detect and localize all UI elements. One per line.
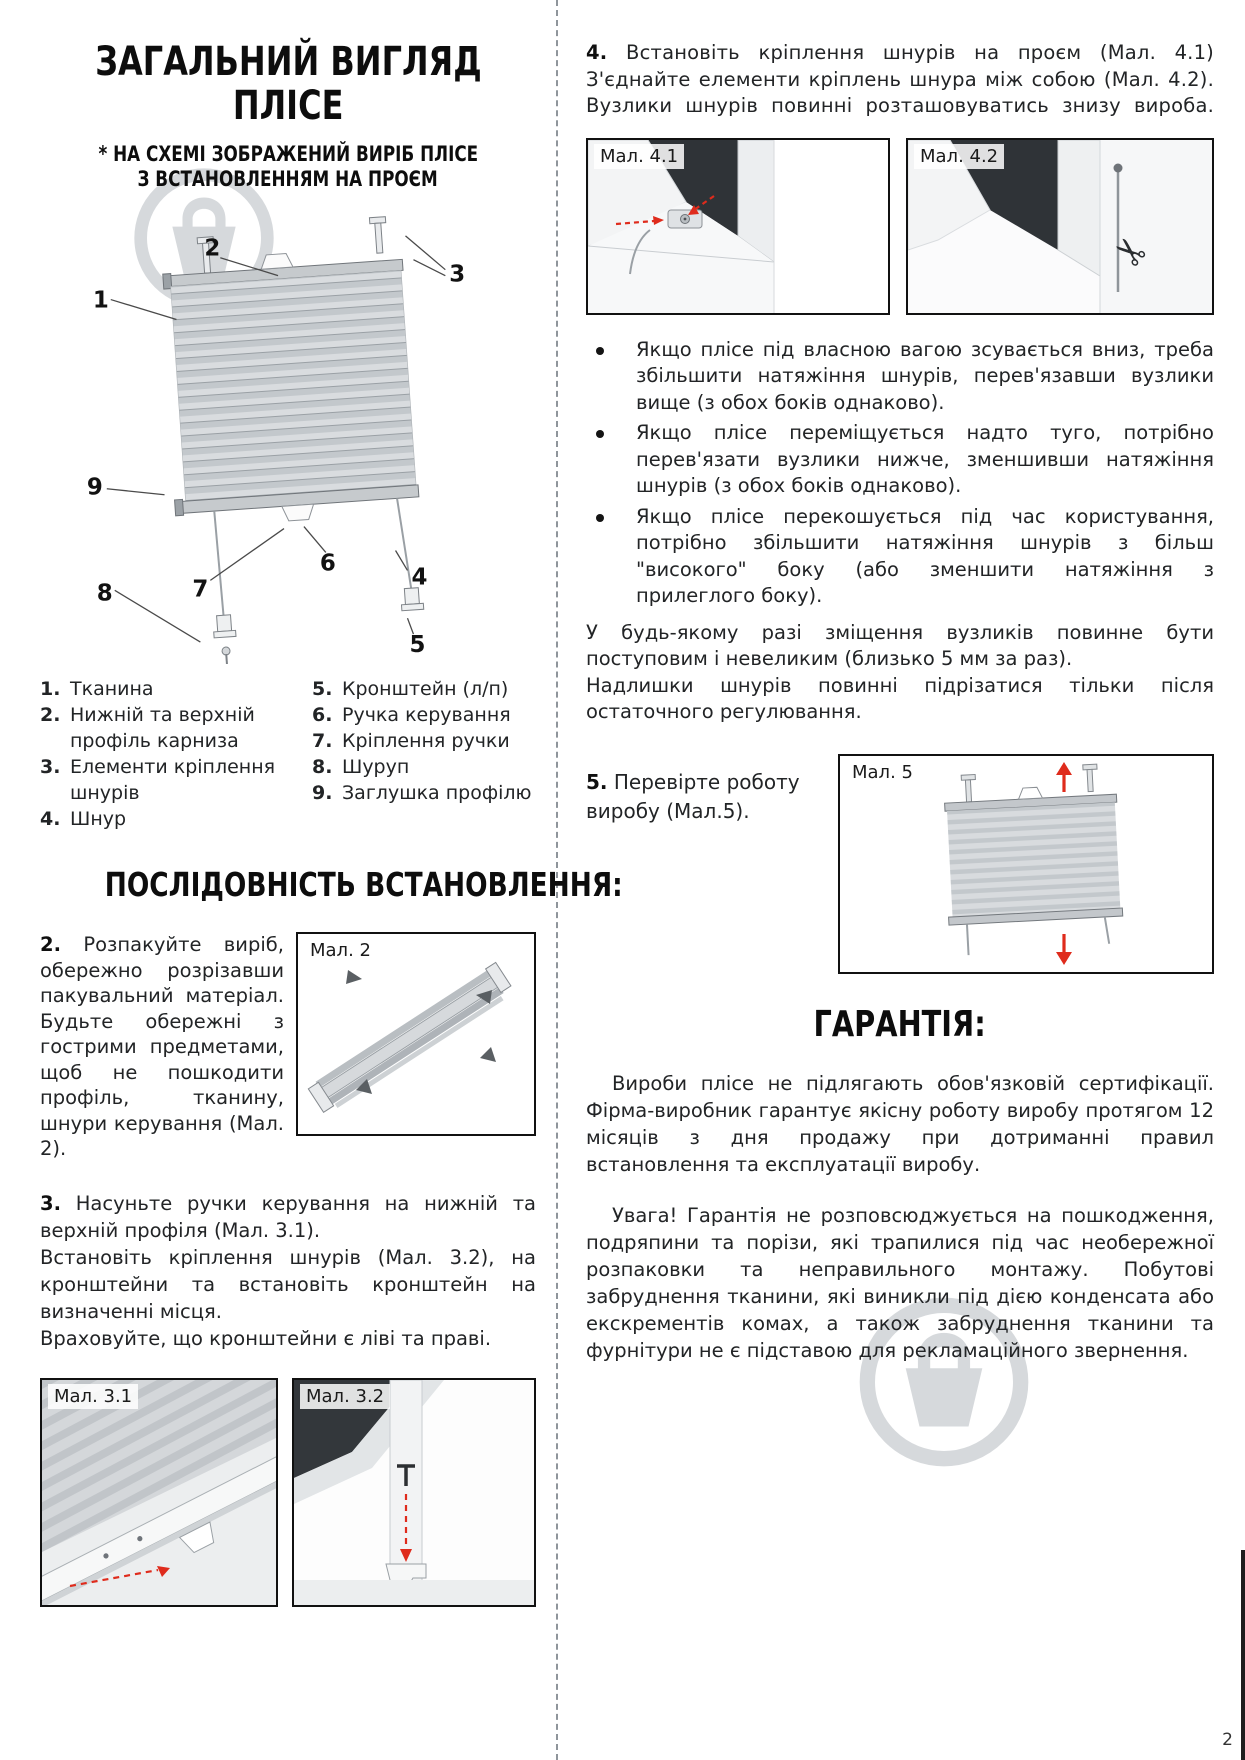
figures-4-row (586, 138, 1214, 315)
installation-sequence-heading (40, 865, 623, 904)
warranty-paragraph-1: Вироби плісе не підлягають обов'язковій сертифікації. Фірма-виробник гарантує якісну роботу виробу протягом 12 місяців з дня продажу при дотриманні правил встановлення та експлуатації виробу. (586, 1071, 1214, 1176)
legend-item-6 (312, 702, 536, 728)
legend-num: 4. (40, 808, 61, 830)
legend-num: 8. (312, 756, 333, 778)
cord-left (967, 924, 969, 955)
legend-label: Нижній та верхній профіль карниза (70, 704, 255, 752)
legend-label: Шнур (70, 808, 127, 830)
title-line-2: ПЛІСЕ (232, 83, 344, 129)
cord-left (214, 511, 223, 617)
callout-2: 2 (204, 235, 221, 262)
legend-item-4 (40, 806, 312, 832)
bullet-item-1: Якщо плісе під власною вагою зсувається вниз, треба збільшити натяжіння шнурів, перев'язавши вузлики вище (з обох боків однаково). (586, 337, 1214, 417)
warranty-paragraph-2: Увага! Гарантія не розповсюджується на пошкодження, подряпини та порізи, які трапилися під час необережної розпаковки та неправильного монтажу. Побутові забруднення тканини, які виникли під дією конденсата або екскрементів комах, а також забруднення тканини та фурнітури не є підставою для рекламаційного звернення. (586, 1203, 1214, 1362)
legend-item-5 (312, 676, 536, 702)
callout-9: 9 (86, 474, 103, 501)
figure-5-drawing (840, 756, 1212, 972)
step-4-number: 4. (586, 41, 608, 64)
legend-item-8 (312, 754, 536, 780)
subtitle-line-2: З ВСТАНОВЛЕННЯМ НА ПРОЄМ (137, 167, 439, 191)
warranty-heading-text: ГАРАНТІЯ: (813, 1003, 987, 1045)
page-edge-rule (1241, 1550, 1245, 1760)
legend-column-2 (312, 676, 536, 832)
legend-label: Кріплення ручки (342, 730, 510, 752)
figure-5-label: Мал. 5 (846, 760, 919, 785)
legend-label: Кронштейн (л/п) (342, 678, 509, 700)
callout-3: 3 (449, 261, 466, 288)
mini-blind (941, 763, 1124, 956)
bottom-left-bracket (213, 614, 236, 637)
step-5-body: Перевірте роботу виробу (Мал.5). (586, 769, 800, 823)
figure-3-1 (40, 1378, 278, 1607)
screw (222, 647, 231, 664)
legend-item-3 (40, 754, 312, 806)
warranty-heading (586, 1004, 1214, 1046)
legend-num: 9. (312, 782, 333, 804)
legend-num: 3. (40, 756, 61, 778)
legend-num: 2. (40, 704, 61, 726)
legend-label: Шуруп (342, 756, 410, 778)
callout-1: 1 (92, 287, 109, 314)
wall (774, 140, 888, 313)
note-line-2: Надлишки шнурів повинні підрізатися тільки після остаточного регулювання. (586, 673, 1214, 723)
scissors-icon: ✂ (1104, 223, 1157, 278)
right-column (586, 40, 1214, 1383)
figure-3-2 (292, 1378, 536, 1607)
left-column (40, 30, 623, 1607)
cord-knot (1114, 163, 1123, 172)
figure-5 (838, 754, 1214, 974)
legend-label: Заглушка профілю (342, 782, 532, 804)
pleated-fabric (947, 802, 1120, 917)
legend-column-1 (40, 676, 312, 832)
legend-num: 5. (312, 678, 333, 700)
folded-blind-bundle (306, 962, 515, 1115)
legend-num: 1. (40, 678, 61, 700)
step-3-line-1 (40, 1190, 536, 1244)
figure-3-1-label: Мал. 3.1 (48, 1384, 138, 1409)
blind-overview-diagram (58, 196, 518, 664)
bottom-right-bracket (400, 587, 423, 610)
adjustment-bullet-list (586, 337, 1214, 610)
legend-item-9 (312, 780, 536, 806)
callout-7: 7 (192, 576, 209, 603)
note-line-1: У будь-якому разі зміщення вузликів повинне бути поступовим і невеликим (близько 5 мм за раз). (586, 620, 1214, 670)
step-3-body-1: Насуньте ручки керування на нижній та верхній профіля (Мал. 3.1). (40, 1191, 536, 1242)
figure-4-1 (586, 138, 890, 315)
step-5-number: 5. (586, 769, 608, 794)
figure-3-2-drawing (294, 1380, 534, 1605)
legend-num: 6. (312, 704, 333, 726)
blind-diagram-drawing (58, 196, 518, 664)
callout-4: 4 (411, 564, 428, 591)
figures-3-row (40, 1378, 536, 1607)
figure-3-1-drawing (42, 1380, 276, 1605)
figure-4-2-label: Мал. 4.2 (914, 144, 1004, 169)
figure-2-drawing (298, 934, 534, 1134)
step-3-block (40, 1190, 536, 1352)
figure-4-2 (906, 138, 1214, 315)
page-number: 2 (1222, 1730, 1233, 1750)
step-3-body-2: Встановіть кріплення шнурів (Мал. 3.2), на кронштейни та встановіть кронштейн на визначенні місця. (40, 1245, 536, 1323)
legend-num: 7. (312, 730, 333, 752)
title-line-1: ЗАГАЛЬНИЙ ВИГЛЯД (94, 39, 482, 85)
legend-label: Ручка керування (342, 704, 511, 726)
subtitle-line-1: * НА СХЕМІ ЗОБРАЖЕНИЙ ВИРІБ ПЛІСЕ (98, 142, 478, 166)
page-title (40, 40, 536, 128)
step-2-text (40, 932, 284, 1162)
sill (294, 1580, 534, 1605)
step-4-text (586, 40, 1214, 120)
page-subtitle (40, 142, 536, 192)
legend-label: Елементи кріплення шнурів (70, 756, 276, 804)
cord-right (397, 498, 411, 591)
step-3-number: 3. (40, 1191, 61, 1215)
bullet-item-2: Якщо плісе переміщується надто туго, потрібно перев'язати вузлики нижче, зменшивши натяжіння шнурів (з обох боків однаково). (586, 420, 1214, 500)
bottom-profile-end-cap (175, 499, 184, 515)
handle (1018, 787, 1043, 799)
step-4-body: Встановіть кріплення шнурів на проєм (Мал. 4.1) З'єднайте елементи кріплень шнура між собою (Мал. 4.2). Вузлики шнурів повинні розташовуватись знизу вироба. (586, 41, 1214, 117)
step-5-text (586, 754, 838, 974)
figure-3-2-label: Мал. 3.2 (300, 1384, 390, 1409)
step-5-block (586, 754, 1214, 974)
installation-sequence-heading-text: ПОСЛІДОВНІСТЬ ВСТАНОВЛЕННЯ: (104, 865, 623, 904)
diagram-legend (40, 676, 536, 832)
legend-label: Тканина (70, 678, 154, 700)
figure-2-label: Мал. 2 (304, 938, 377, 963)
pleated-fabric (171, 270, 416, 501)
step-2-number: 2. (40, 933, 61, 956)
knot-adjustment-note (586, 620, 1214, 726)
step-2-body: Розпакуйте виріб, обережно розрізавши пакувальний матеріал. Будьте обережні з гострими предметами, щоб не пошкодити профіль, тканину, шнури керування (Мал. 2). (40, 933, 284, 1160)
figure-2 (296, 932, 536, 1136)
bottom-handle (282, 504, 315, 521)
step-3-body-3: Враховуйте, що кронштейни є ліві та праві. (40, 1326, 492, 1350)
figure-4-1-label: Мал. 4.1 (594, 144, 684, 169)
step-2-block (40, 932, 536, 1162)
bullet-item-3: Якщо плісе перекошується під час користування, потрібно збільшити натяжіння шнурів з більш "високого" боку (або зменшити натяжіння з прилеглого боку). (586, 504, 1214, 610)
legend-item-1 (40, 676, 312, 702)
callout-8: 8 (96, 580, 113, 607)
top-handle (260, 253, 293, 269)
callout-6: 6 (319, 550, 336, 577)
legend-item-2 (40, 702, 312, 754)
legend-item-7 (312, 728, 536, 754)
cord-right (1105, 916, 1109, 943)
callout-5: 5 (409, 632, 426, 659)
